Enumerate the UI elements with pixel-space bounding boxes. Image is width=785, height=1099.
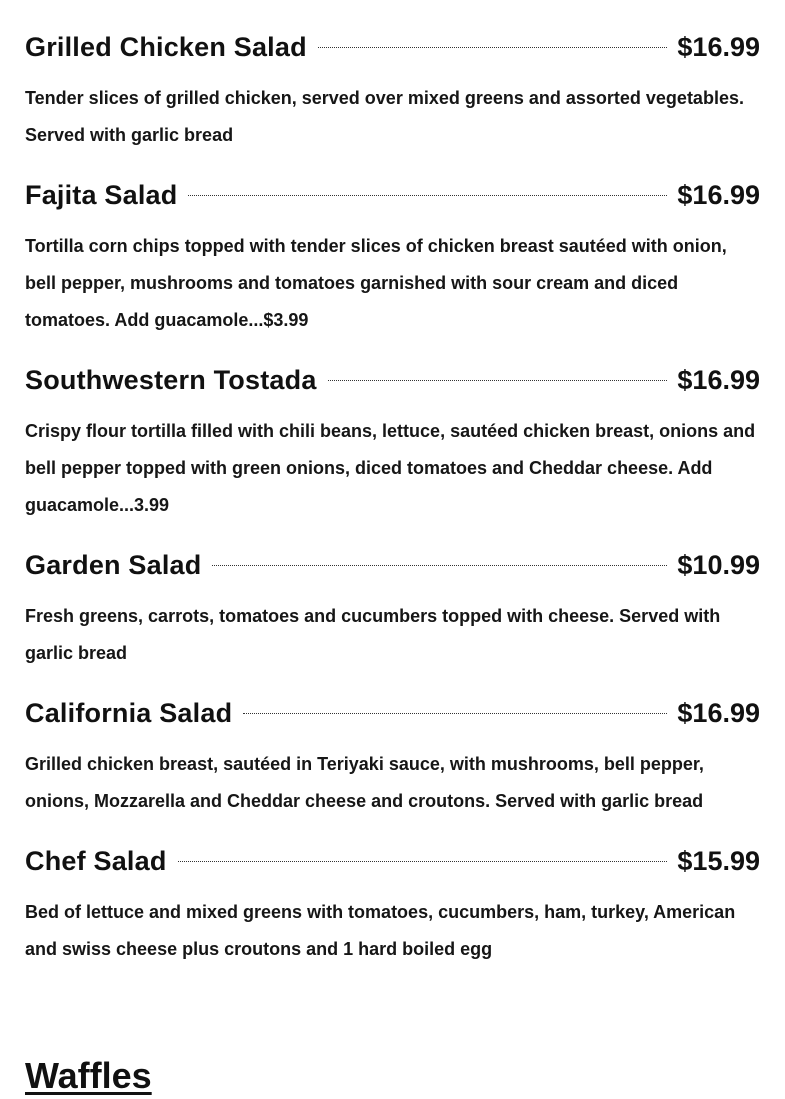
menu-item-header	[25, 28, 760, 66]
menu-item-header	[25, 842, 760, 880]
menu-item	[25, 361, 760, 524]
menu-item-name: Chef Salad	[25, 845, 167, 876]
menu-item	[25, 842, 760, 968]
menu-item-list	[25, 28, 760, 990]
menu-item-price: $16.99	[677, 364, 760, 395]
menu-item-header	[25, 546, 760, 584]
menu-item-description: Crispy flour tortilla filled with chili beans, lettuce, sautéed chicken breast, onions and bell pepper topped with green onions, diced tomatoes and Cheddar cheese. Add guacamole...3.99	[25, 421, 756, 515]
dotted-leader	[212, 565, 667, 566]
menu-item-name: Fajita Salad	[25, 179, 178, 210]
dotted-leader	[318, 47, 668, 48]
menu-item-price: $16.99	[677, 179, 760, 210]
menu-item-price: $16.99	[677, 697, 760, 728]
section-heading-waffles: Waffles	[25, 1055, 152, 1096]
menu-item-name: Grilled Chicken Salad	[25, 31, 307, 62]
menu-item-name: Southwestern Tostada	[25, 364, 317, 395]
menu-item-header	[25, 694, 760, 732]
dotted-leader	[243, 713, 667, 714]
dotted-leader	[328, 380, 668, 381]
menu-item-description: Tender slices of grilled chicken, served over mixed greens and assorted vegetables. Served with garlic bread	[25, 88, 744, 145]
menu-item-name: Garden Salad	[25, 549, 202, 580]
menu-item-price: $15.99	[677, 845, 760, 876]
menu-item	[25, 176, 760, 339]
menu-item-description: Grilled chicken breast, sautéed in Teriyaki sauce, with mushrooms, bell pepper, onions, Mozzarella and Cheddar cheese and croutons. Served with garlic bread	[25, 754, 704, 811]
menu-item-price: $16.99	[677, 31, 760, 62]
menu-item-description: Bed of lettuce and mixed greens with tomatoes, cucumbers, ham, turkey, American and swiss cheese plus croutons and 1 hard boiled egg	[25, 902, 736, 959]
menu-item	[25, 28, 760, 154]
menu-item	[25, 694, 760, 820]
menu-item-header	[25, 176, 760, 214]
menu-item-description: Tortilla corn chips topped with tender slices of chicken breast sautéed with onion, bell pepper, mushrooms and tomatoes garnished with sour cream and diced tomatoes. Add guacamole...$3.99	[25, 236, 727, 330]
menu-item	[25, 546, 760, 672]
dotted-leader	[188, 195, 667, 196]
dotted-leader	[178, 861, 668, 862]
menu-item-price: $10.99	[677, 549, 760, 580]
menu-item-name: California Salad	[25, 697, 233, 728]
menu-item-header	[25, 361, 760, 399]
menu-item-description: Fresh greens, carrots, tomatoes and cucumbers topped with cheese. Served with garlic bread	[25, 606, 721, 663]
